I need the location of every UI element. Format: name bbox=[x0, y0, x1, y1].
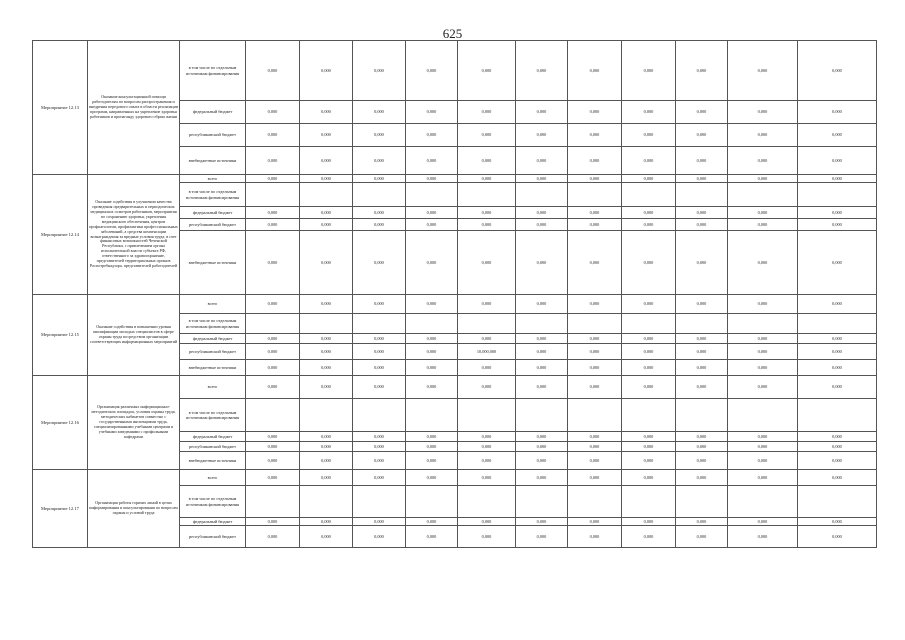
value-cell bbox=[353, 399, 406, 432]
value-cell: 0,000 bbox=[246, 518, 300, 526]
funding-source: в том числе по отдельным источникам финансирования bbox=[180, 486, 246, 518]
value-cell: 0,000 bbox=[568, 526, 622, 548]
value-cell: 0,000 bbox=[458, 101, 516, 124]
value-cell: 0,000 bbox=[622, 124, 676, 147]
value-cell: 0,000 bbox=[568, 360, 622, 376]
value-cell: 0,000 bbox=[406, 41, 458, 101]
value-cell: 0,000 bbox=[353, 175, 406, 183]
value-cell: 0,000 bbox=[622, 147, 676, 175]
value-cell: 0,000 bbox=[353, 147, 406, 175]
value-cell: 0,000 bbox=[622, 360, 676, 376]
value-cell: 0,000 bbox=[622, 334, 676, 344]
value-cell: 0,000 bbox=[458, 175, 516, 183]
value-cell: 0,000 bbox=[458, 334, 516, 344]
value-cell: 0,000 bbox=[458, 295, 516, 314]
value-cell: 0,000 bbox=[406, 175, 458, 183]
funding-source: внебюджетные источники bbox=[180, 231, 246, 295]
value-cell: 0,000 bbox=[568, 452, 622, 470]
value-cell bbox=[246, 399, 300, 432]
value-cell: 0,000 bbox=[568, 295, 622, 314]
value-cell: 0,000 bbox=[798, 360, 877, 376]
funding-source: республиканский бюджет bbox=[180, 219, 246, 231]
value-cell bbox=[798, 399, 877, 432]
value-cell: 0,000 bbox=[300, 432, 353, 442]
value-cell: 0,000 bbox=[246, 101, 300, 124]
value-cell: 0,000 bbox=[676, 432, 728, 442]
value-cell bbox=[622, 183, 676, 207]
funding-source: всего bbox=[180, 295, 246, 314]
value-cell: 0,000 bbox=[516, 101, 568, 124]
value-cell: 0,000 bbox=[406, 219, 458, 231]
value-cell: 0,000 bbox=[676, 442, 728, 452]
value-cell: 0,000 bbox=[458, 470, 516, 486]
measure-label: Мероприятие 12.15 bbox=[33, 295, 88, 376]
value-cell: 0,000 bbox=[622, 41, 676, 101]
value-cell: 0,000 bbox=[300, 526, 353, 548]
value-cell: 10,000,000 bbox=[458, 344, 516, 360]
value-cell: 0,000 bbox=[728, 219, 798, 231]
value-cell: 0,000 bbox=[798, 219, 877, 231]
table-row bbox=[33, 470, 877, 486]
value-cell bbox=[568, 486, 622, 518]
value-cell: 0,000 bbox=[676, 376, 728, 399]
value-cell bbox=[728, 314, 798, 334]
value-cell: 0,000 bbox=[676, 344, 728, 360]
funding-source: в том числе по отдельным источникам финансирования bbox=[180, 314, 246, 334]
funding-source: в том числе по отдельным источникам финансирования bbox=[180, 41, 246, 101]
value-cell bbox=[676, 486, 728, 518]
value-cell: 0,000 bbox=[458, 219, 516, 231]
table-row bbox=[33, 41, 877, 101]
funding-source: в том числе по отдельным источникам финансирования bbox=[180, 183, 246, 207]
value-cell: 0,000 bbox=[406, 207, 458, 219]
value-cell: 0,000 bbox=[353, 360, 406, 376]
value-cell: 0,000 bbox=[728, 432, 798, 442]
value-cell: 0,000 bbox=[798, 231, 877, 295]
value-cell: 0,000 bbox=[300, 334, 353, 344]
value-cell: 0,000 bbox=[516, 360, 568, 376]
value-cell bbox=[246, 486, 300, 518]
funding-source: республиканский бюджет bbox=[180, 124, 246, 147]
value-cell bbox=[458, 314, 516, 334]
value-cell: 0,000 bbox=[676, 147, 728, 175]
value-cell bbox=[676, 314, 728, 334]
value-cell bbox=[568, 399, 622, 432]
value-cell: 0,000 bbox=[406, 452, 458, 470]
value-cell: 0,000 bbox=[568, 219, 622, 231]
value-cell: 0,000 bbox=[728, 231, 798, 295]
value-cell: 0,000 bbox=[300, 219, 353, 231]
value-cell: 0,000 bbox=[353, 344, 406, 360]
measure-description: Оказание содействия в повышении уровня квалификации молодых специалистов в сфере охраны труда посредством организации соответствующих информационных мероприятий bbox=[88, 295, 180, 376]
value-cell bbox=[568, 183, 622, 207]
funding-source: республиканский бюджет bbox=[180, 442, 246, 452]
value-cell: 0,000 bbox=[568, 442, 622, 452]
funding-source: в том числе по отдельным источникам финансирования bbox=[180, 399, 246, 432]
value-cell: 0,000 bbox=[728, 207, 798, 219]
value-cell: 0,000 bbox=[798, 432, 877, 442]
value-cell bbox=[406, 399, 458, 432]
value-cell bbox=[300, 486, 353, 518]
value-cell: 0,000 bbox=[516, 344, 568, 360]
value-cell: 0,000 bbox=[568, 41, 622, 101]
value-cell: 0,000 bbox=[568, 175, 622, 183]
value-cell: 0,000 bbox=[458, 432, 516, 442]
funding-source: всего bbox=[180, 470, 246, 486]
value-cell: 0,000 bbox=[728, 470, 798, 486]
value-cell: 0,000 bbox=[622, 219, 676, 231]
funding-source: республиканский бюджет bbox=[180, 526, 246, 548]
value-cell: 0,000 bbox=[300, 207, 353, 219]
value-cell: 0,000 bbox=[568, 518, 622, 526]
value-cell: 0,000 bbox=[798, 526, 877, 548]
value-cell: 0,000 bbox=[728, 41, 798, 101]
value-cell: 0,000 bbox=[300, 124, 353, 147]
value-cell: 0,000 bbox=[458, 452, 516, 470]
value-cell: 0,000 bbox=[728, 344, 798, 360]
value-cell: 0,000 bbox=[798, 295, 877, 314]
value-cell: 0,000 bbox=[353, 442, 406, 452]
value-cell: 0,000 bbox=[300, 147, 353, 175]
funding-source: всего bbox=[180, 175, 246, 183]
value-cell: 0,000 bbox=[728, 376, 798, 399]
value-cell bbox=[568, 314, 622, 334]
funding-source: республиканский бюджет bbox=[180, 344, 246, 360]
value-cell: 0,000 bbox=[353, 452, 406, 470]
value-cell: 0,000 bbox=[300, 175, 353, 183]
value-cell bbox=[300, 314, 353, 334]
value-cell: 0,000 bbox=[516, 452, 568, 470]
value-cell: 0,000 bbox=[516, 219, 568, 231]
value-cell bbox=[406, 314, 458, 334]
value-cell bbox=[458, 183, 516, 207]
funding-source: федеральный бюджет bbox=[180, 101, 246, 124]
value-cell bbox=[622, 486, 676, 518]
value-cell: 0,000 bbox=[246, 432, 300, 442]
value-cell bbox=[406, 486, 458, 518]
value-cell bbox=[300, 399, 353, 432]
value-cell: 0,000 bbox=[246, 344, 300, 360]
value-cell: 0,000 bbox=[406, 295, 458, 314]
value-cell: 0,000 bbox=[676, 334, 728, 344]
value-cell: 0,000 bbox=[676, 518, 728, 526]
value-cell: 0,000 bbox=[458, 442, 516, 452]
page-number: 625 bbox=[442, 26, 463, 41]
value-cell bbox=[728, 183, 798, 207]
value-cell: 0,000 bbox=[728, 175, 798, 183]
value-cell: 0,000 bbox=[353, 124, 406, 147]
value-cell: 0,000 bbox=[798, 124, 877, 147]
value-cell: 0,000 bbox=[406, 124, 458, 147]
value-cell: 0,000 bbox=[516, 526, 568, 548]
value-cell: 0,000 bbox=[568, 376, 622, 399]
value-cell: 0,000 bbox=[406, 101, 458, 124]
value-cell: 0,000 bbox=[516, 442, 568, 452]
value-cell: 0,000 bbox=[458, 518, 516, 526]
value-cell: 0,000 bbox=[406, 231, 458, 295]
value-cell: 0,000 bbox=[353, 518, 406, 526]
value-cell: 0,000 bbox=[246, 442, 300, 452]
value-cell: 0,000 bbox=[300, 101, 353, 124]
value-cell: 0,000 bbox=[728, 518, 798, 526]
funding-source: федеральный бюджет bbox=[180, 207, 246, 219]
funding-source: федеральный бюджет bbox=[180, 432, 246, 442]
value-cell: 0,000 bbox=[568, 344, 622, 360]
value-cell: 0,000 bbox=[406, 518, 458, 526]
value-cell bbox=[676, 399, 728, 432]
value-cell: 0,000 bbox=[406, 442, 458, 452]
value-cell: 0,000 bbox=[246, 334, 300, 344]
measure-label: Мероприятие 12.17 bbox=[33, 470, 88, 548]
value-cell bbox=[676, 183, 728, 207]
value-cell: 0,000 bbox=[516, 432, 568, 442]
value-cell: 0,000 bbox=[246, 231, 300, 295]
value-cell: 0,000 bbox=[246, 526, 300, 548]
value-cell: 0,000 bbox=[516, 518, 568, 526]
value-cell: 0,000 bbox=[300, 376, 353, 399]
value-cell: 0,000 bbox=[622, 442, 676, 452]
value-cell: 0,000 bbox=[246, 360, 300, 376]
value-cell: 0,000 bbox=[353, 376, 406, 399]
value-cell bbox=[728, 399, 798, 432]
value-cell bbox=[353, 183, 406, 207]
value-cell: 0,000 bbox=[568, 470, 622, 486]
value-cell: 0,000 bbox=[798, 101, 877, 124]
value-cell: 0,000 bbox=[798, 147, 877, 175]
value-cell bbox=[516, 399, 568, 432]
value-cell bbox=[458, 399, 516, 432]
value-cell: 0,000 bbox=[568, 147, 622, 175]
value-cell: 0,000 bbox=[406, 432, 458, 442]
value-cell: 0,000 bbox=[300, 452, 353, 470]
value-cell: 0,000 bbox=[406, 147, 458, 175]
value-cell: 0,000 bbox=[458, 360, 516, 376]
measure-description: Оказание содействия в улучшении качества проведения предварительных и периодических медицинских осмотров работников, мероприятия по сохранению здоровья, укрепления медицинского обеспечения, центров профпатологии, профилактики профессиональных заболеваний, а средства компенсации вознаграждения за вредные условия труда, в счет финансовых возможностей Чеченской Республики, с привлечением органа исполнительной власти субъекта РФ, ответственного за здравоохранение, представителей территориальных органов Роспотребнадзора, представителей работодателей bbox=[88, 175, 180, 295]
value-cell: 0,000 bbox=[622, 295, 676, 314]
value-cell: 0,000 bbox=[458, 526, 516, 548]
value-cell: 0,000 bbox=[798, 344, 877, 360]
value-cell: 0,000 bbox=[300, 470, 353, 486]
value-cell bbox=[798, 183, 877, 207]
value-cell: 0,000 bbox=[568, 334, 622, 344]
value-cell: 0,000 bbox=[622, 207, 676, 219]
value-cell: 0,000 bbox=[406, 376, 458, 399]
value-cell: 0,000 bbox=[676, 207, 728, 219]
value-cell: 0,000 bbox=[728, 360, 798, 376]
value-cell: 0,000 bbox=[406, 344, 458, 360]
value-cell: 0,000 bbox=[568, 231, 622, 295]
value-cell: 0,000 bbox=[676, 231, 728, 295]
value-cell: 0,000 bbox=[458, 147, 516, 175]
value-cell bbox=[516, 486, 568, 518]
measure-label: Мероприятие 12.13 bbox=[33, 41, 88, 175]
value-cell: 0,000 bbox=[246, 376, 300, 399]
value-cell: 0,000 bbox=[798, 175, 877, 183]
value-cell: 0,000 bbox=[622, 470, 676, 486]
value-cell: 0,000 bbox=[300, 41, 353, 101]
value-cell: 0,000 bbox=[798, 334, 877, 344]
value-cell bbox=[246, 183, 300, 207]
value-cell: 0,000 bbox=[516, 124, 568, 147]
value-cell bbox=[516, 314, 568, 334]
value-cell: 0,000 bbox=[406, 334, 458, 344]
value-cell: 0,000 bbox=[798, 442, 877, 452]
value-cell bbox=[798, 314, 877, 334]
value-cell: 0,000 bbox=[246, 147, 300, 175]
measure-description: Оказание консультационной помощи работодателям по вопросам распространения и внедрения передового опыта в области реализации программ, направленных на укрепление здоровья работников и пропаганду здорового образа жизни bbox=[88, 41, 180, 175]
value-cell: 0,000 bbox=[676, 360, 728, 376]
value-cell: 0,000 bbox=[516, 231, 568, 295]
value-cell bbox=[246, 314, 300, 334]
value-cell bbox=[300, 183, 353, 207]
value-cell: 0,000 bbox=[353, 470, 406, 486]
table-body bbox=[33, 41, 877, 548]
value-cell: 0,000 bbox=[568, 207, 622, 219]
value-cell: 0,000 bbox=[353, 432, 406, 442]
value-cell: 0,000 bbox=[246, 175, 300, 183]
measure-description: Организация работы горячих линий в целях информирования и консультирования по вопросам охраны и условий труда bbox=[88, 470, 180, 548]
value-cell: 0,000 bbox=[622, 518, 676, 526]
value-cell: 0,000 bbox=[798, 470, 877, 486]
value-cell: 0,000 bbox=[728, 334, 798, 344]
value-cell: 0,000 bbox=[406, 360, 458, 376]
value-cell bbox=[406, 183, 458, 207]
value-cell: 0,000 bbox=[676, 452, 728, 470]
value-cell: 0,000 bbox=[353, 207, 406, 219]
value-cell: 0,000 bbox=[246, 295, 300, 314]
value-cell: 0,000 bbox=[568, 124, 622, 147]
measure-label: Мероприятие 12.16 bbox=[33, 376, 88, 470]
funding-source: федеральный бюджет bbox=[180, 334, 246, 344]
value-cell bbox=[516, 183, 568, 207]
value-cell: 0,000 bbox=[300, 360, 353, 376]
value-cell: 0,000 bbox=[300, 344, 353, 360]
value-cell: 0,000 bbox=[246, 124, 300, 147]
value-cell: 0,000 bbox=[353, 526, 406, 548]
value-cell: 0,000 bbox=[353, 219, 406, 231]
value-cell: 0,000 bbox=[622, 376, 676, 399]
value-cell: 0,000 bbox=[353, 334, 406, 344]
value-cell: 0,000 bbox=[728, 295, 798, 314]
value-cell: 0,000 bbox=[676, 219, 728, 231]
value-cell: 0,000 bbox=[246, 470, 300, 486]
value-cell: 0,000 bbox=[300, 442, 353, 452]
value-cell: 0,000 bbox=[353, 231, 406, 295]
value-cell: 0,000 bbox=[728, 442, 798, 452]
table-row bbox=[33, 175, 877, 183]
value-cell: 0,000 bbox=[246, 41, 300, 101]
value-cell: 0,000 bbox=[728, 124, 798, 147]
measure-label: Мероприятие 12.14 bbox=[33, 175, 88, 295]
value-cell: 0,000 bbox=[622, 526, 676, 548]
value-cell: 0,000 bbox=[300, 295, 353, 314]
value-cell: 0,000 bbox=[798, 376, 877, 399]
value-cell: 0,000 bbox=[246, 452, 300, 470]
value-cell: 0,000 bbox=[568, 432, 622, 442]
value-cell: 0,000 bbox=[676, 175, 728, 183]
value-cell: 0,000 bbox=[516, 175, 568, 183]
value-cell bbox=[353, 486, 406, 518]
value-cell: 0,000 bbox=[728, 147, 798, 175]
value-cell: 0,000 bbox=[516, 147, 568, 175]
value-cell: 0,000 bbox=[516, 207, 568, 219]
value-cell: 0,000 bbox=[622, 101, 676, 124]
value-cell: 0,000 bbox=[622, 175, 676, 183]
value-cell: 0,000 bbox=[622, 432, 676, 442]
value-cell: 0,000 bbox=[300, 518, 353, 526]
funding-source: федеральный бюджет bbox=[180, 518, 246, 526]
value-cell: 0,000 bbox=[622, 231, 676, 295]
value-cell: 0,000 bbox=[246, 207, 300, 219]
table-row bbox=[33, 295, 877, 314]
value-cell: 0,000 bbox=[406, 526, 458, 548]
value-cell: 0,000 bbox=[798, 41, 877, 101]
table-row bbox=[33, 376, 877, 399]
value-cell: 0,000 bbox=[353, 295, 406, 314]
value-cell: 0,000 bbox=[676, 41, 728, 101]
value-cell: 0,000 bbox=[458, 231, 516, 295]
value-cell: 0,000 bbox=[516, 334, 568, 344]
value-cell: 0,000 bbox=[458, 376, 516, 399]
value-cell: 0,000 bbox=[676, 124, 728, 147]
value-cell: 0,000 bbox=[353, 101, 406, 124]
value-cell: 0,000 bbox=[458, 41, 516, 101]
value-cell: 0,000 bbox=[676, 295, 728, 314]
funding-source: внебюджетные источники bbox=[180, 452, 246, 470]
value-cell: 0,000 bbox=[516, 470, 568, 486]
value-cell bbox=[622, 399, 676, 432]
value-cell: 0,000 bbox=[353, 41, 406, 101]
value-cell: 0,000 bbox=[798, 518, 877, 526]
value-cell: 0,000 bbox=[300, 231, 353, 295]
value-cell: 0,000 bbox=[568, 101, 622, 124]
value-cell: 0,000 bbox=[516, 295, 568, 314]
value-cell: 0,000 bbox=[728, 452, 798, 470]
value-cell bbox=[458, 486, 516, 518]
value-cell bbox=[622, 314, 676, 334]
value-cell bbox=[353, 314, 406, 334]
measure-description: Организация различных информационно-методических площадок, условия охраны труда, методических кабинетов совместно с государственными инспекциями труда, специализированными учебными центрами и учебными заведениями с профильными кафедрами bbox=[88, 376, 180, 470]
value-cell: 0,000 bbox=[728, 101, 798, 124]
value-cell: 0,000 bbox=[458, 124, 516, 147]
value-cell: 0,000 bbox=[676, 470, 728, 486]
value-cell: 0,000 bbox=[458, 207, 516, 219]
funding-source: внебюджетные источники bbox=[180, 360, 246, 376]
value-cell bbox=[728, 486, 798, 518]
value-cell bbox=[798, 486, 877, 518]
funding-source: всего bbox=[180, 376, 246, 399]
value-cell: 0,000 bbox=[622, 344, 676, 360]
value-cell: 0,000 bbox=[798, 452, 877, 470]
value-cell: 0,000 bbox=[406, 470, 458, 486]
value-cell: 0,000 bbox=[676, 526, 728, 548]
value-cell: 0,000 bbox=[676, 101, 728, 124]
value-cell: 0,000 bbox=[516, 376, 568, 399]
value-cell: 0,000 bbox=[728, 526, 798, 548]
value-cell: 0,000 bbox=[798, 207, 877, 219]
value-cell: 0,000 bbox=[246, 219, 300, 231]
budget-table bbox=[32, 40, 877, 548]
funding-source: внебюджетные источники bbox=[180, 147, 246, 175]
value-cell: 0,000 bbox=[622, 452, 676, 470]
value-cell: 0,000 bbox=[516, 41, 568, 101]
